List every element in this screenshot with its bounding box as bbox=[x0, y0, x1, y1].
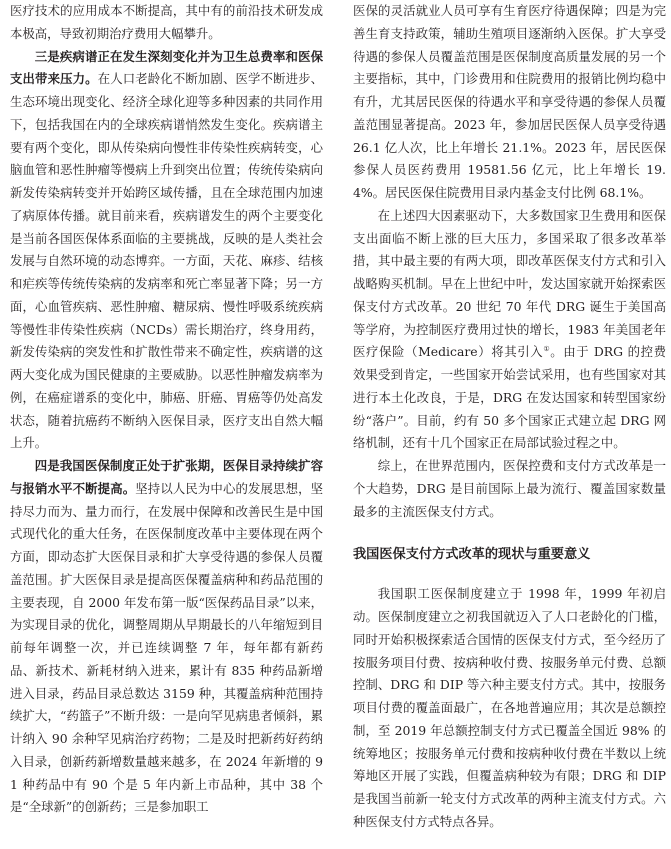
paragraph-point-4 bbox=[10, 455, 323, 819]
point-4-body: 坚持以人民为中心的发展思想，坚持尽力而为、量力而行，在发展中保障和改善民生是中国式现代化的重大任务，在医保制度改革中主要体现在两个方面，即动态扩大医保目录和扩大享受待遇的参保人员覆盖范围。扩大医保目录是提高医保覆盖病种和药品范围的主要表现，自 2000 年发布第一版“医保药品目录”以来，为实现目录的优化，调整周期从早期最长的八年缩短到目前每年调整一次，并已连续调整 7 年，每年都有新药品、新技术、新耗材纳入进来，累计有 835 种药品新增进入目录，药品目录总数达 3159 种，其覆盖病种范围持续扩大，“药篮子”不断升级：一是向罕见病患者倾斜，累计纳入 90 余种罕见病治疗药物；二是及时把新药好药纳入目录，创新药新增数量越来越多，在 2024 年新增的 91 种药品中有 90 个是 5 年内新上市品种，其中 38 个是“全球新”的创新药；三是参加职工 bbox=[10, 480, 324, 815]
footnote-marker: ① bbox=[543, 345, 551, 354]
right-column bbox=[353, 0, 666, 834]
paragraph-summary: 综上，在世界范围内，医保控费和支付方式改革是一个大趋势，DRG 是目前国际上最为流行、覆盖国家数量最多的主流医保支付方式。 bbox=[353, 458, 666, 519]
paragraph-point-3 bbox=[10, 46, 323, 456]
point-3-heading: 三是疾病谱正在发生深刻变化并为卫生总费率和医保支出带来压力。 bbox=[10, 48, 323, 87]
section-title: 我国医保支付方式改革的现状与重要意义 bbox=[353, 547, 591, 563]
left-column bbox=[10, 0, 323, 819]
point-4-heading: 四是我国医保制度正处于扩张期，医保目录持续扩容与报销水平不断提高。 bbox=[10, 458, 323, 496]
drivers-text-before-note: 在上述四大因素驱动下，大多数国家卫生费用和医保支出面临不断上涨的巨大压力，多国采取了很多改革举措，其中最主要的有两大项，即改革医保支付方式和引入战略购买机制。早在上世纪中叶，发达国家就开始探索医保支付方式改革。20 世纪 70 年代 DRG 诞生于美国高等学府，为控制医疗费用过快的增长，1983 年美国老年医疗保险（Medicare）将其引入 bbox=[353, 207, 666, 360]
paragraph-drivers bbox=[353, 205, 666, 455]
drivers-text-after-note: 。由于 DRG 的控费效果受到肯定，一些国家开始尝试采用，也有些国家对其进行本土化改良，于是，DRG 在发达国家和转型国家纷纷“落户”。目前，约有 50 多个国家正式建立起 DRG 网络机制，还有十几个国家正在局部试验过程之中。 bbox=[353, 344, 666, 451]
paragraph-continued-left: 医疗技术的应用成本不断提高，其中有的前沿技术研发成本极高，导致初期治疗费用大幅攀升。 bbox=[10, 3, 323, 41]
paragraph-continued-right: 医保的灵活就业人员可享有生育医疗待遇保障；四是为完善生育支持政策，辅助生殖项目逐渐纳入医保。扩大享受待遇的参保人员覆盖范围是医保制度高质量发展的另一个主要指标，其中，门诊费用和住院费用的报销比例均稳中有升，尤其居民医保的待遇水平和享受待遇的参保人员覆盖范围显著提高。2023 年，参加居民医保人员享受待遇 26.1 亿人次，比上年增长 21.1%。2023 年，居民医保参保人员医药费用 19581.56 亿元，比上年增长 19.4%。居民医保住院费用目录内基金支付比例 68.1%。 bbox=[353, 3, 666, 200]
point-3-body: 在人口老龄化不断加剧、医学不断进步、生态环境出现变化、经济全球化迎等多种因素的共同作用下，包括我国在内的全球疾病谱悄然发生变化。疾病谱主要有两个变化，即从传染病向慢性非传染性疾病转变，心脑血管和恶性肿瘤等慢病上升到突出位置；传统传染病向新发传染病转变并开始跨区域传播，且在全球范围内加速了病原体传播。就目前来看，疾病谱发生的两个主要变化是当前各国医保体系面临的主要挑战，反映的是人类社会发展与自然环境的动态博弈。一方面，天花、麻疹、结核和疟疾等传统传染病的发病率和死亡率显著下降；另一方面，心血管疾病、恶性肿瘤、糖尿病、慢性呼吸系统疾病等慢性非传染性疾病（NCDs）需长期治疗，终身用药，新发传染病的突发性和扩散性带来不确定性，疾病谱的这两大变化成为国民健康的主要威胁。以恶性肿瘤发病率为例，在癌症谱系的变化中，肺癌、肝癌、胃癌等仍处高发状态，随着抗癌药不断纳入医保目录，医疗支出自然大幅上升。 bbox=[10, 71, 324, 451]
paragraph-section-body: 我国职工医保制度建立于 1998 年，1999 年初启动。医保制度建立之初我国就迈入了人口老龄化的门槛，同时开始积极探索适合国情的医保支付方式，至今经历了按服务项目付费、按病种收付费、按服务单元付费、总额控制、DRG 和 DIP 等六种主要支付方式。其中，按服务项目付费的覆盖面最广，在各地普遍应用；其次是总额控制，至 2019 年总额控制支付方式已覆盖全国近 98% 的统筹地区；按服务单元付费和按病种收付费在半数以上统筹地区开展了实践，但覆盖病种较为有限；DRG 和 DIP 是我国当前新一轮支付方式改革的两种主流支付方式。六种医保支付方式特点各异。 bbox=[353, 586, 666, 829]
